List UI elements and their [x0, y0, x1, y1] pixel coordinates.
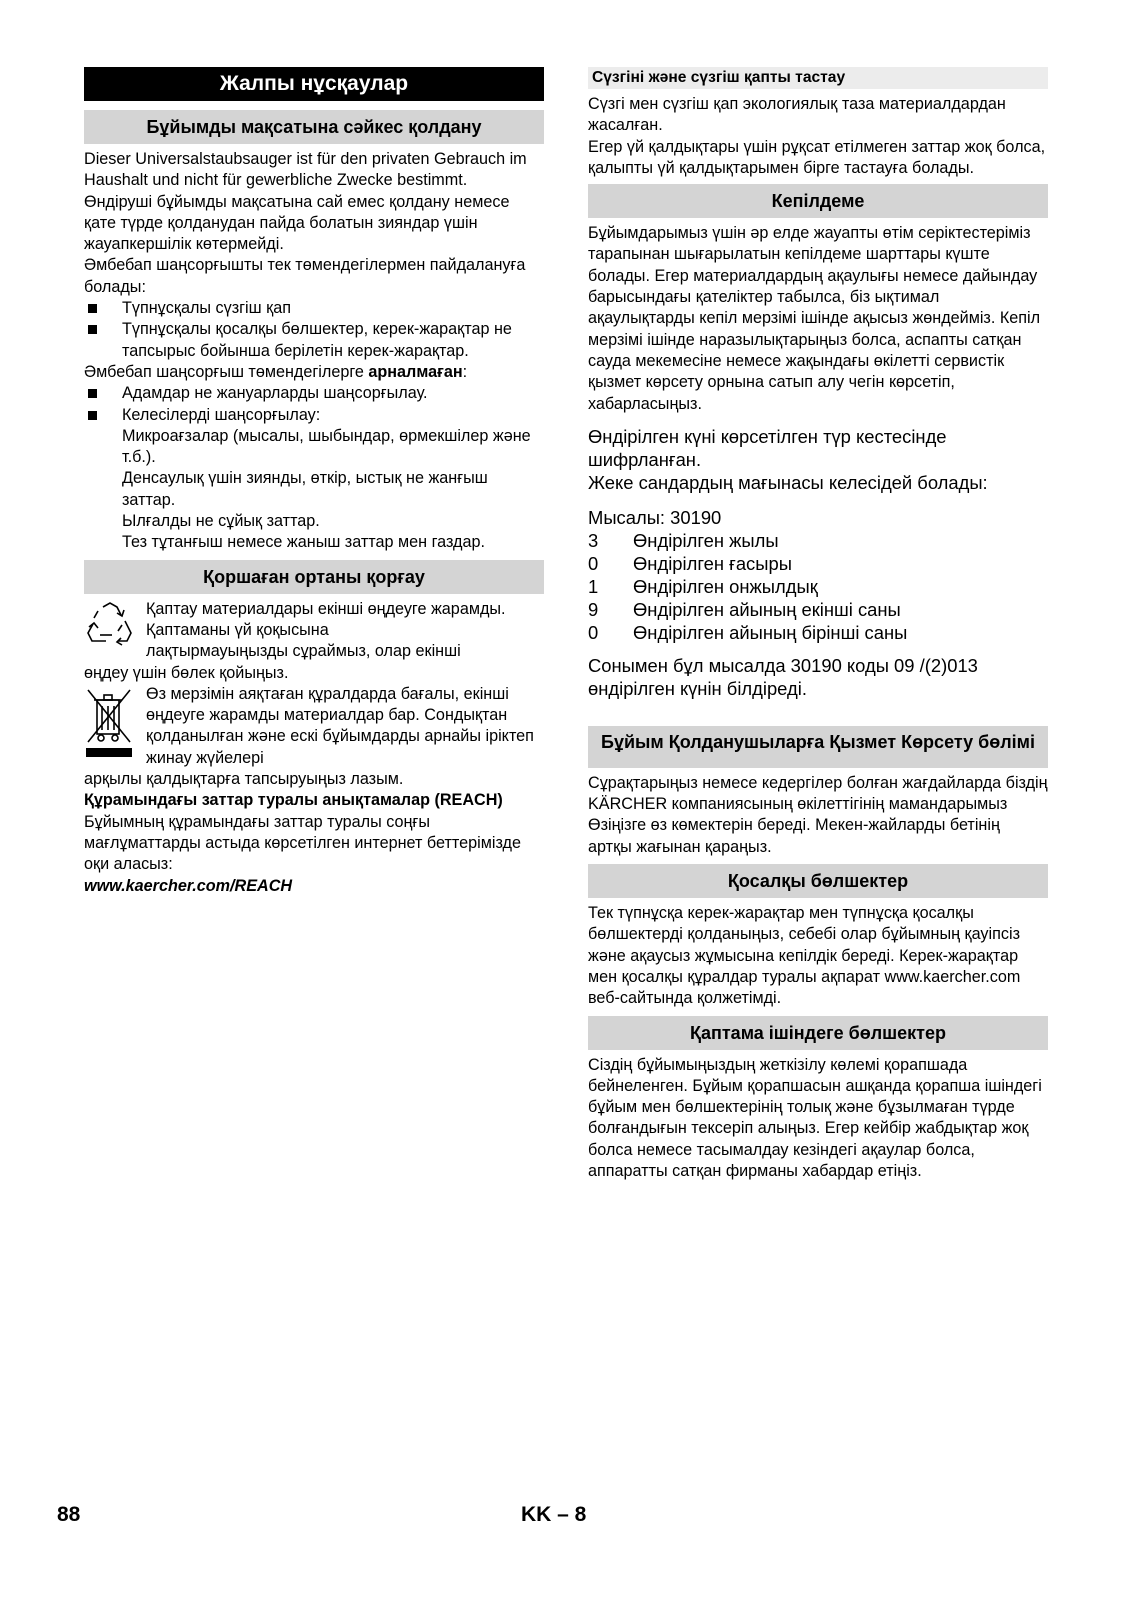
- sub-item: Ылғалды не сұйық заттар.: [122, 512, 320, 531]
- customer-service-heading: Бұйым Қолданушыларға Қызмет Көрсету бөлімі: [588, 726, 1048, 768]
- reach-text: Бұйымның құрамындағы заттар туралы соңғы мағлұматтарды астыда көрсетілген интернет беттерімізде оқи аласыз:: [84, 812, 521, 874]
- weee-text-2: арқылы қалдықтарға тапсыруыңыз лазым.: [84, 770, 404, 789]
- scope-of-delivery-heading: Қаптама ішіндеге бөлшектер: [588, 1016, 1048, 1050]
- warranty-text: Бұйымдарымыз үшін әр елде жауапты өтім серіктестеріміз тарапынан шығарылатын кепілдеме шарттары күште болады. Егер материалдардың ақаулығы немесе дайындау барысындағы қателіктер табылса, біз ықтимал ақаулықтарды кепіл мерзімі ішінде ақысыз жөндейміз. Кепіл мерзімі ішінде наразылықтарыңыз болса, аспапты сатқан сауда мекемесіне немесе жақындағы өкілетті сервистік қызмет көрсету орнына сатып алу чегін көрсетіп, хабарласыңыз.: [588, 224, 1041, 413]
- intended-use-paragraph-1: Dieser Universalstaubsauger ist für den privaten Gebrauch im Haushalt und nicht für gewerbliche Zwecke bestimmt.: [84, 150, 527, 190]
- sub-item: Микроағзалар (мысалы, шыбындар, өрмекшілер және т.б.).: [122, 426, 531, 467]
- left-column: [84, 67, 544, 897]
- bullet-item: Адамдар не жануарларды шаңсорғылау.: [84, 383, 544, 404]
- filter-disposal-paragraph-1: Сүзгі мен сүзгіш қап экологиялық таза материалдардан жасалған.: [588, 95, 1006, 135]
- intended-use-paragraph-3: Әмбебап шаңсорғышты тек төмендегілермен пайдалануға болады:: [84, 256, 526, 296]
- reach-heading: Құрамындағы заттар туралы анықтамалар (REACH): [84, 791, 503, 810]
- not-intended-paragraph: Әмбебап шаңсорғыш төмендегілерге арналмаған:: [84, 362, 468, 381]
- bullet-item: Түпнұсқалы қосалқы бөлшектер, керек-жарақтар не тапсырыс бойынша берілетін керек-жарақтар.: [84, 319, 544, 362]
- spare-parts-heading: Қосалқы бөлшектер: [588, 864, 1048, 898]
- recycling-text-2: лақтырмауыңызды сұраймыз, олар екінші: [146, 642, 461, 661]
- page-number: 88: [57, 1503, 81, 1526]
- recycling-text-3: өңдеу үшін бөлек қойыңыз.: [84, 663, 289, 682]
- warranty-heading: Кепілдеме: [588, 184, 1048, 218]
- intended-use-paragraph-2: Өндіруші бұйымды мақсатына сай емес қолдану немесе қате түрде қолданудан пайда болатын зияндар үшін жауапкершілік көтермейді.: [84, 192, 510, 254]
- production-date-paragraph-2: Жеке сандардың мағынасы келесідей болады:: [588, 471, 988, 493]
- production-date-conclusion: Сонымен бұл мысалда 30190 коды 09 /(2)013 өндірілген күнін білдіреді.: [588, 654, 978, 699]
- sub-item: Денсаулық үшін зиянды, өткір, ыстық не жанғыш заттар.: [122, 469, 488, 509]
- bullet-square-icon: [88, 325, 97, 334]
- scope-of-delivery-text: Сіздің бұйымыңыздың жеткізілу көлемі қорапшада бейнеленген. Бұйым қорапшасын ашқанда қорапша ішіндегі бұйым мен бөлшектерінің толық және бұзылмаған түрде болғандығын тексеріп алыңыз. Егер кейбір жабдықтар жоқ болса немесе тасымалдау кезіндегі ақаулар болса, аппаратты сатқан фирманы хабардар етіңіз.: [588, 1055, 1042, 1181]
- production-date-block: [588, 425, 1048, 700]
- bullet-square-icon: [88, 304, 97, 313]
- bullet-item: Келесілерді шаңсорғылау:: [84, 405, 544, 426]
- digit-row: 0 Өндірілген айының бірінші саны: [588, 621, 908, 643]
- bullet-square-icon: [88, 389, 97, 398]
- intended-use-heading: Бұйымды мақсатына сәйкес қолдану: [84, 110, 544, 144]
- recycling-block: [84, 599, 544, 663]
- filter-disposal-paragraph-2: Егер үй қалдықтары үшін рұқсат етілмеген заттар жоқ болса, қалыпты үй қалдықтарымен бірге тастауға болады.: [588, 137, 1046, 177]
- environment-heading: Қоршаған ортаны қорғау: [84, 560, 544, 594]
- bullet-item: Түпнұсқалы сүзгіш қап: [84, 298, 544, 319]
- customer-service-text: Сұрақтарыңыз немесе кедергілер болған жағдайларда біздің KÄRCHER компаниясының өкілеттігінің мамандарымыз Өзіңізге өз көмектерін береді. Мекен-жайларды бетінің артқы жағынан қараңыз.: [588, 773, 1048, 856]
- section-code: KK – 8: [521, 1503, 587, 1526]
- spare-parts-text: Тек түпнұсқа керек-жарақтар мен түпнұсқа қосалқы бөлшектерді қолданыңыз, себебі олар бұйымның қауіпсіз және ақаусыз жұмысына кепілдік береді. Керек-жарақтар мен қосалқы құралдар туралы ақпарат www.kaercher.com веб-сайтында қолжетімді.: [588, 904, 1021, 1008]
- production-date-paragraph-1: Өндірілген күні көрсетілген түр кестесінде шифрланған.: [588, 425, 947, 470]
- crossed-out-bin-icon: [84, 686, 136, 762]
- digit-row: 0 Өндірілген ғасыры: [588, 552, 792, 574]
- recycling-text: Қаптау материалдары екінші өңдеуге жарамды. Қаптаманы үй қоқысына: [146, 599, 506, 639]
- digit-row: 9 Өндірілген айының екінші саны: [588, 598, 901, 620]
- filter-disposal-heading: Сүзгіні және сүзгіш қапты тастау: [588, 67, 1048, 89]
- sub-item: Тез тұтанғыш немесе жаныш заттар мен газдар.: [122, 533, 485, 552]
- digit-row: 3 Өндірілген жылы: [588, 529, 779, 551]
- reach-link[interactable]: www.kaercher.com/REACH: [84, 876, 293, 895]
- bullet-square-icon: [88, 411, 97, 420]
- weee-text: Өз мерзімін аяқтаған құралдарда бағалы, екінші өңдеуге жарамды материалдар бар. Сондықтан қолданылған және ескі бұйымдарды арнайы іріктеп жинау жүйелері: [146, 684, 534, 767]
- recycle-icon: [84, 601, 136, 647]
- weee-block: [84, 684, 544, 769]
- right-column: [588, 67, 1048, 1182]
- digit-row: 1 Өндірілген онжылдық: [588, 575, 818, 597]
- example-label: Мысалы: 30190: [588, 506, 722, 528]
- main-heading: Жалпы нұсқаулар: [84, 67, 544, 101]
